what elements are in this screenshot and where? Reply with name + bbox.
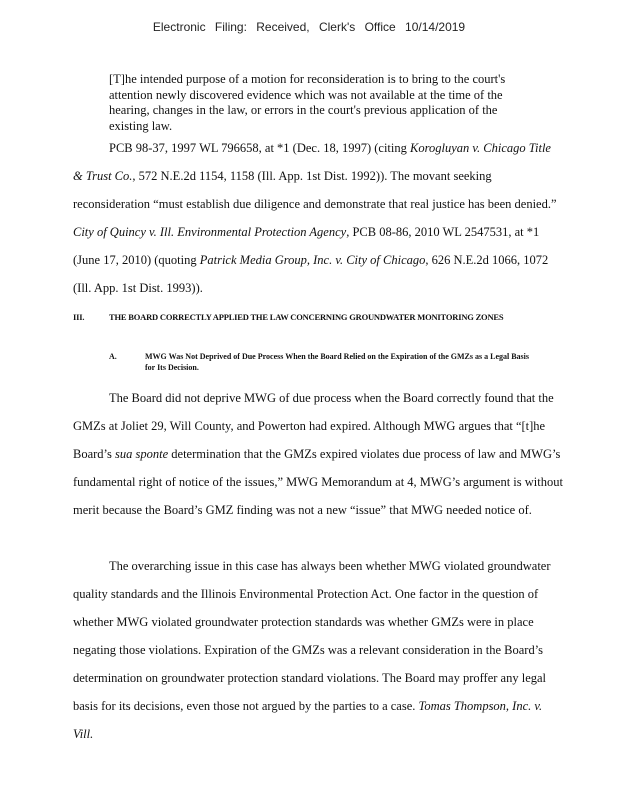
section-number: III. xyxy=(73,312,85,322)
para1-text-a: PCB 98-37, 1997 WL 796658, at *1 (Dec. 18, 1997) (citing xyxy=(109,141,411,155)
para1-text-b: , 572 N.E.2d 1154, 1158 (Ill. App. 1st Dist. 1992)). The movant seeking reconsideration “must establish due diligence and demonstrate that real justice has been denied.” xyxy=(73,169,557,211)
case-name-city-of-quincy: City of Quincy v. Ill. Environmental Protection Agency xyxy=(73,225,347,239)
case-name-tomas-thompson: Tomas Thompson, Inc. v. Vill. xyxy=(73,699,543,741)
block-quote: [T]he intended purpose of a motion for reconsideration is to bring to the court's attention newly discovered evidence which was not available at the time of the hearing, changes in the law, or errors in the court's previous application of the existing law. xyxy=(109,72,506,133)
page-header: Electronic Filing: Received, Clerk's Office 10/14/2019 xyxy=(152,20,466,34)
para3-text-a: The overarching issue in this case has always been whether MWG violated groundwater quality standards and the Illinois Environmental Protection Act. One factor in the question of whether MWG violated groundwater protection standards was whether GMZs were in place negating those violations. Expiration of the GMZs was a relevant consideration in the Board’s determination on groundwater protection standard violations. The Board may proffer any legal basis for its decisions, even those not argued by the parties to a case. xyxy=(73,559,551,713)
section-title: THE BOARD CORRECTLY APPLIED THE LAW CONCERNING GROUNDWATER MONITORING ZONES xyxy=(109,312,504,322)
para2-text-b: determination that the GMZs expired violates due process of law and MWG’s fundamental right of notice of the issues,” MWG Memorandum at 4, MWG’s argument is without merit because the Board’s GMZ finding was not a new “issue” that MWG needed notice of. xyxy=(73,447,563,517)
subsection-title: MWG Was Not Deprived of Due Process When the Board Relied on the Expiration of the GMZs as a Legal Basis for Its Decision. xyxy=(145,352,529,372)
para1-text-c: , PCB 08-86, 2010 WL 2547531, at *1 (June 17, 2010) (quoting xyxy=(73,225,540,267)
sua-sponte-term: sua sponte xyxy=(115,447,169,461)
para2-text-a: The Board did not deprive MWG of due process when the Board correctly found that the GMZs at Joliet 29, Will County, and Powerton had expired. Although MWG argues that “[t]he Board’s xyxy=(73,391,554,461)
para1-text-d: , 626 N.E.2d 1066, 1072 (Ill. App. 1st Dist. 1993)). xyxy=(73,253,549,295)
paragraph-citation xyxy=(73,134,563,302)
paragraph-overarching-issue xyxy=(73,552,563,748)
paragraph-due-process xyxy=(73,384,563,524)
case-name-patrick-media: Patrick Media Group, Inc. v. City of Chicago xyxy=(199,253,426,267)
case-name-korogluyan: Korogluyan v. Chicago Title & Trust Co. xyxy=(73,141,551,183)
subsection-letter: A. xyxy=(109,352,117,361)
